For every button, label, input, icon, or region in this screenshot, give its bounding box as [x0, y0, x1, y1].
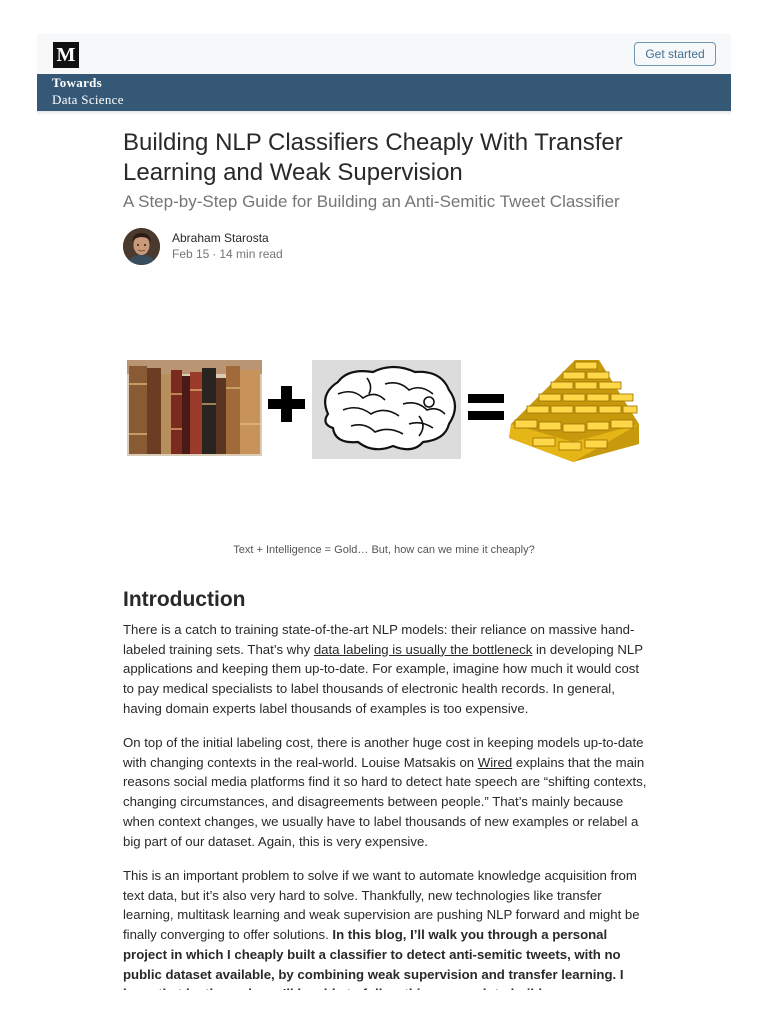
paragraph-1-text-b: in developing NLP applications and keeping them up-to-date. For example, imagine how much it would cost to pay medical specialists to label thousands of electronic health records. In general, having domain experts label thousands of examples is too expensive.	[123, 641, 643, 716]
meta-separator: ·	[212, 247, 217, 261]
page-cutoff	[0, 990, 768, 1024]
hero-caption: Text + Intelligence = Gold… But, how can we mine it cheaply?	[233, 544, 535, 556]
article-meta	[172, 247, 283, 261]
paragraph-2	[123, 733, 648, 851]
article-subtitle: A Step-by-Step Guide for Building an Anti-Semitic Tweet Classifier	[123, 192, 620, 211]
publish-date: Feb 15	[172, 247, 210, 261]
paragraph-2-text-a: On top of the initial labeling cost, there is another huge cost in keeping models up-to-date with changing contexts in the real-world. Louise Matsakis on	[123, 735, 644, 770]
read-time: 14 min read	[219, 247, 283, 261]
get-started-button[interactable]: Get started	[634, 42, 716, 66]
wired-link[interactable]: Wired	[477, 754, 513, 770]
gold-bars-image	[509, 360, 639, 462]
plus-icon	[268, 386, 305, 422]
paragraph-3-text: This is an important problem to solve if we want to automate knowledge acquisition from text data, but it’s also very hard to solve. Thankfully, new technologies like transfer learning, multitask learning and weak supervision are pushing NLP forward and might be finally converging to offer solutions.	[123, 868, 640, 943]
brain-image	[312, 360, 461, 459]
header-divider	[37, 111, 731, 115]
paragraph-1	[123, 620, 648, 719]
equals-icon	[468, 394, 504, 420]
paragraph-3	[123, 866, 648, 1004]
article-title: Building NLP Classifiers Cheaply With Transfer Learning and Weak Supervision	[123, 129, 623, 186]
medium-logo-icon[interactable]: M	[53, 42, 79, 68]
paragraph-3-bold-text: In this blog, I’ll walk you through a personal project in which I cheaply built a classifier to detect anti-semitic tweets, with no public dataset available, by combining weak supervision and transfer learning. I	[123, 927, 624, 982]
section-heading-introduction: Introduction	[123, 588, 246, 611]
publication-name-line2: Data Science	[52, 92, 124, 107]
data-labeling-link[interactable]: data labeling is usually the bottleneck	[313, 641, 533, 657]
paragraph-1-text-a: There is a catch to training state-of-the-art NLP models: their reliance on massive hand-labeled training sets. That’s why	[123, 622, 635, 657]
top-bar	[37, 34, 731, 74]
paragraph-2-text-b: explains that the main reasons social media platforms find it so hard to detect hate speech are “shifting contexts, changing circumstances, and disagreements between people.” That’s mainly because when context changes, we usually have to label thousands of new examples or relabel a big part of our dataset. Again, this is very expensive.	[123, 754, 647, 849]
hero-image	[123, 354, 645, 470]
books-image	[127, 360, 262, 456]
author-avatar[interactable]	[123, 228, 160, 265]
publication-bar[interactable]	[37, 74, 731, 111]
author-name-link[interactable]: Abraham Starosta	[172, 231, 269, 245]
publication-name-line1: Towards	[52, 75, 103, 90]
